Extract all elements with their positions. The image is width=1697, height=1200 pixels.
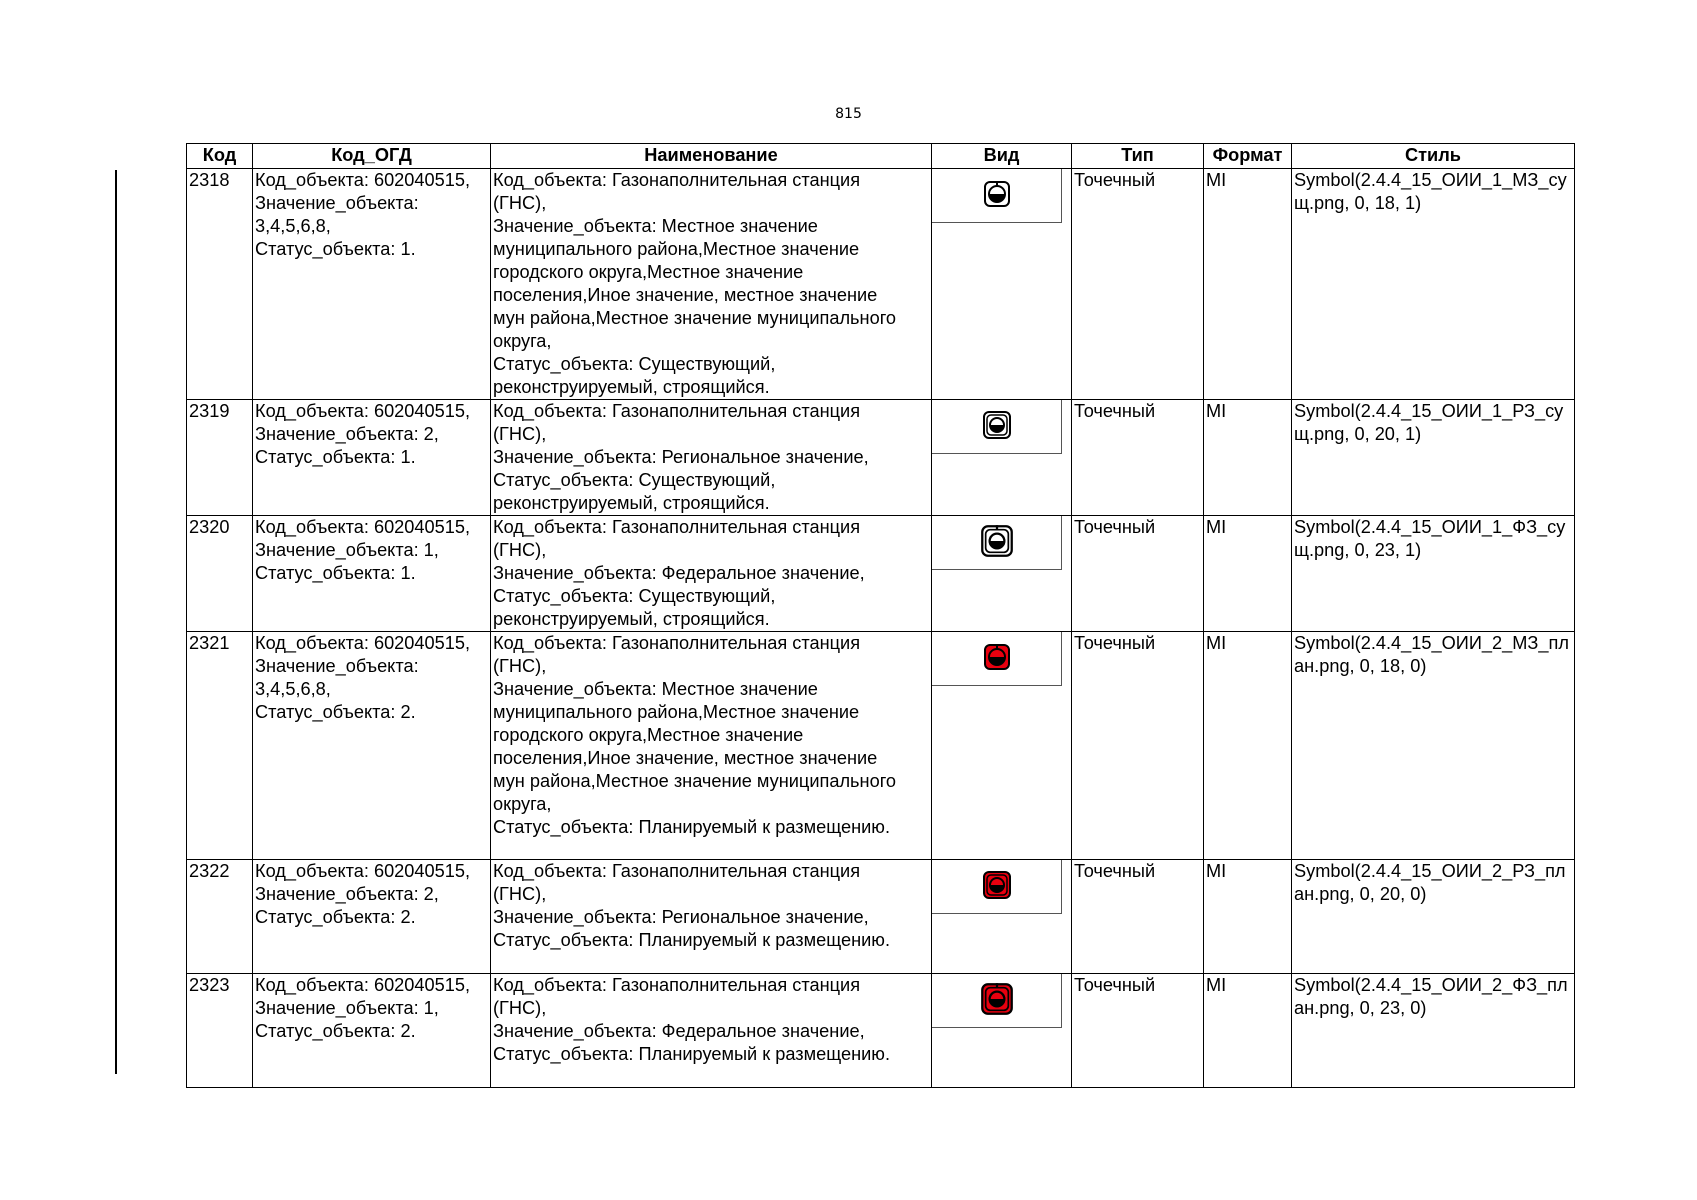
page-number: 815 xyxy=(835,106,862,122)
cell-format: MI xyxy=(1204,169,1292,400)
cell-stil xyxy=(1292,974,1575,1088)
header-naim: Наименование xyxy=(491,144,932,169)
cell-kod: 2319 xyxy=(187,400,253,516)
gas-station-existing-local-icon xyxy=(982,179,1012,209)
cell-naim-text: Код_объекта: Газонаполнительная станция (ГНС), Значение_объекта: Федеральное значение, Статус_объекта: Планируемый к размещению. xyxy=(493,975,890,1064)
cell-kod: 2321 xyxy=(187,632,253,860)
table-row xyxy=(187,516,1575,632)
cell-kod-ogd-text: Код_объекта: 602040515, Значение_объекта: 2, Статус_объекта: 2. xyxy=(255,861,471,927)
table-row xyxy=(187,974,1575,1088)
cell-kod-ogd-text: Код_объекта: 602040515, Значение_объекта: 3,4,5,6,8, Статус_объекта: 2. xyxy=(255,633,471,722)
cell-vid xyxy=(932,400,1072,516)
cell-naim xyxy=(491,400,932,516)
table-row xyxy=(187,632,1575,860)
header-kod: Код xyxy=(187,144,253,169)
cell-naim xyxy=(491,974,932,1088)
symbol-frame xyxy=(932,860,1062,914)
header-vid: Вид xyxy=(932,144,1072,169)
symbol-frame xyxy=(932,632,1062,686)
cell-naim xyxy=(491,632,932,860)
cell-kod-ogd xyxy=(253,974,491,1088)
cell-tip: Точечный xyxy=(1072,632,1204,860)
symbol-frame xyxy=(932,974,1062,1028)
cell-kod-ogd xyxy=(253,632,491,860)
cell-format: MI xyxy=(1204,974,1292,1088)
cell-kod-ogd xyxy=(253,860,491,974)
gas-station-existing-regional-icon xyxy=(982,410,1012,440)
cell-naim-text: Код_объекта: Газонаполнительная станция (ГНС), Значение_объекта: Федеральное значение, Статус_объекта: Существующий, реконструируемый, строящийся. xyxy=(493,517,865,629)
cell-stil-text: Symbol(2.4.4_15_ОИИ_2_ФЗ_план.png, 0, 23, 0) xyxy=(1294,975,1568,1018)
cell-tip: Точечный xyxy=(1072,974,1204,1088)
cell-tip: Точечный xyxy=(1072,516,1204,632)
table-header-row xyxy=(187,144,1575,169)
symbol-frame xyxy=(932,169,1062,223)
cell-kod: 2320 xyxy=(187,516,253,632)
cell-stil xyxy=(1292,169,1575,400)
cell-naim-text: Код_объекта: Газонаполнительная станция (ГНС), Значение_объекта: Региональное значение, Статус_объекта: Планируемый к размещению. xyxy=(493,861,890,950)
cell-naim-text: Код_объекта: Газонаполнительная станция (ГНС), Значение_объекта: Местное значение муниципального района,Местное значение городского округа,Местное значение поселения,Иное значение, местное значение мун района,Местное значение муниципального округа, Статус_объекта: Существующий, реконструируемый, строящийся. xyxy=(493,170,897,397)
table-row xyxy=(187,860,1575,974)
cell-naim xyxy=(491,169,932,400)
cell-stil xyxy=(1292,632,1575,860)
margin-bar xyxy=(115,170,117,1074)
cell-vid xyxy=(932,169,1072,400)
header-format: Формат xyxy=(1204,144,1292,169)
header-kod-ogd: Код_ОГД xyxy=(253,144,491,169)
cell-stil-text: Symbol(2.4.4_15_ОИИ_2_МЗ_план.png, 0, 18, 0) xyxy=(1294,633,1569,676)
cell-naim xyxy=(491,860,932,974)
gas-station-planned-regional-icon xyxy=(982,870,1012,900)
cell-tip: Точечный xyxy=(1072,169,1204,400)
cell-kod-ogd xyxy=(253,516,491,632)
cell-naim-text: Код_объекта: Газонаполнительная станция (ГНС), Значение_объекта: Региональное значение, Статус_объекта: Существующий, реконструируемый, строящийся. xyxy=(493,401,869,513)
cell-format: MI xyxy=(1204,400,1292,516)
cell-stil xyxy=(1292,400,1575,516)
cell-kod: 2322 xyxy=(187,860,253,974)
symbol-frame xyxy=(932,400,1062,454)
symbol-frame xyxy=(932,516,1062,570)
table-row xyxy=(187,400,1575,516)
cell-stil-text: Symbol(2.4.4_15_ОИИ_1_ФЗ_сущ.png, 0, 23, 1) xyxy=(1294,517,1566,560)
cell-kod-ogd-text: Код_объекта: 602040515, Значение_объекта: 1, Статус_объекта: 2. xyxy=(255,975,471,1041)
table-row xyxy=(187,169,1575,400)
header-tip: Тип xyxy=(1072,144,1204,169)
header-stil: Стиль xyxy=(1292,144,1575,169)
cell-kod: 2318 xyxy=(187,169,253,400)
cell-stil xyxy=(1292,860,1575,974)
cell-kod-ogd-text: Код_объекта: 602040515, Значение_объекта: 3,4,5,6,8, Статус_объекта: 1. xyxy=(255,170,471,259)
gas-station-planned-local-icon xyxy=(982,642,1012,672)
cell-vid xyxy=(932,860,1072,974)
cell-vid xyxy=(932,974,1072,1088)
cell-stil-text: Symbol(2.4.4_15_ОИИ_2_РЗ_план.png, 0, 20, 0) xyxy=(1294,861,1566,904)
gas-station-existing-federal-icon xyxy=(980,524,1014,558)
cell-stil xyxy=(1292,516,1575,632)
cell-stil-text: Symbol(2.4.4_15_ОИИ_1_МЗ_сущ.png, 0, 18, 1) xyxy=(1294,170,1567,213)
symbol-registry-table xyxy=(186,143,1575,1088)
cell-kod-ogd-text: Код_объекта: 602040515, Значение_объекта: 2, Статус_объекта: 1. xyxy=(255,401,471,467)
cell-format: MI xyxy=(1204,516,1292,632)
cell-tip: Точечный xyxy=(1072,860,1204,974)
cell-format: MI xyxy=(1204,860,1292,974)
gas-station-planned-federal-icon xyxy=(980,982,1014,1016)
cell-kod: 2323 xyxy=(187,974,253,1088)
cell-naim xyxy=(491,516,932,632)
cell-vid xyxy=(932,516,1072,632)
cell-kod-ogd-text: Код_объекта: 602040515, Значение_объекта: 1, Статус_объекта: 1. xyxy=(255,517,471,583)
cell-stil-text: Symbol(2.4.4_15_ОИИ_1_РЗ_сущ.png, 0, 20, 1) xyxy=(1294,401,1564,444)
cell-tip: Точечный xyxy=(1072,400,1204,516)
cell-kod-ogd xyxy=(253,400,491,516)
cell-naim-text: Код_объекта: Газонаполнительная станция (ГНС), Значение_объекта: Местное значение муниципального района,Местное значение городского округа,Местное значение поселения,Иное значение, местное значение мун района,Местное значение муниципального округа, Статус_объекта: Планируемый к размещению. xyxy=(493,633,897,837)
cell-kod-ogd xyxy=(253,169,491,400)
cell-format: MI xyxy=(1204,632,1292,860)
cell-vid xyxy=(932,632,1072,860)
